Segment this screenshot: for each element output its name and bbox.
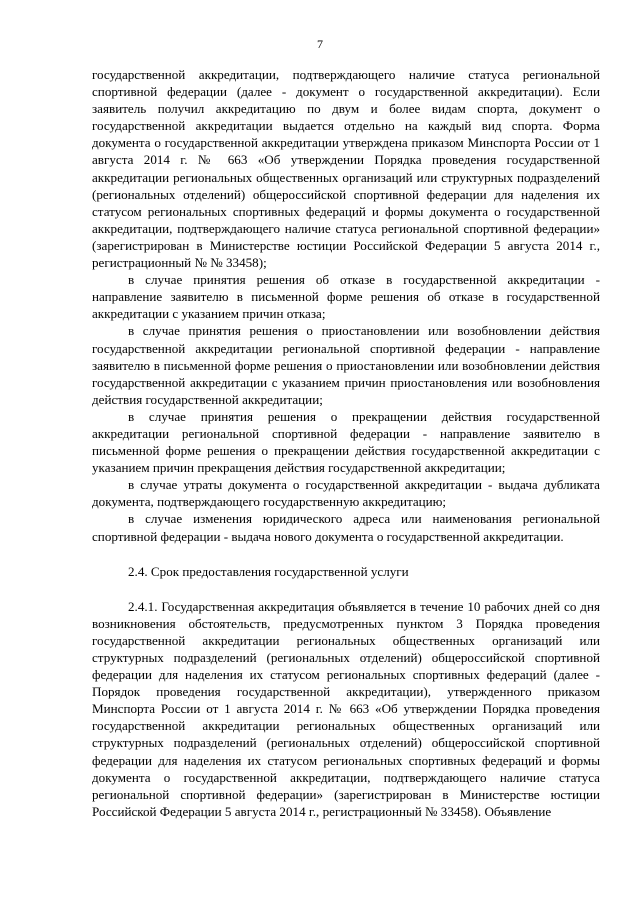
paragraph-refusal: в случае принятия решения об отказе в государственной аккредитации - направление заявителю в письменной форме решения об отказе в государственной аккредитации с указанием причин отказа; [92,272,600,322]
document-body [92,66,600,820]
section-heading: 2.4. Срок предоставления государственной услуги [128,563,409,579]
paragraph-accreditation-document: государственной аккредитации, подтверждающего наличие статуса региональной спортивной федерации (далее - документ о государственной аккредитации). Если заявитель получил аккредитацию по двум и более видам спорта, документ о государственной аккредитации выдается отдельно на каждый вид спорта. Форма документа о государственной аккредитации утверждена приказом Минспорта России от 1 августа 2014 г. № 663 «Об утверждении Порядка проведения государственной аккредитации региональных общественных организаций или структурных подразделений (региональных отделений) общероссийской спортивной федерации для наделения их статусом региональных спортивных федераций и формы документа о государственной аккредитации, подтверждающего наличие статуса региональной спортивной федерации» (зарегистрирован в Министерстве юстиции Российской Федерации 5 августа 2014 г., регистрационный № № 33458); [92,67,600,271]
paragraph-termination: в случае принятия решения о прекращении действия государственной аккредитации региональной спортивной федерации - направление заявителю в письменной форме решения о прекращении действия государственной аккредитации с указанием причин прекращения действия государственной аккредитации; [92,408,600,476]
paragraph-address-change: в случае изменения юридического адреса или наименования региональной спортивной федерации - выдача нового документа о государственной аккредитации. [92,511,600,544]
paragraph-duplicate: в случае утраты документа о государственной аккредитации - выдача дубликата документа, подтверждающего государственную аккредитацию; [92,477,600,510]
paragraph-suspension: в случае принятия решения о приостановлении или возобновлении действия государственной аккредитации региональной спортивной федерации - направление заявителю в письменной форме решения о приостановлении или возобновлении действия государственной аккредитации с указанием причин приостановления или возобновления действия государственной аккредитации; [92,323,600,407]
page-number: 7 [317,37,323,51]
paragraph-section-2-4-1: 2.4.1. Государственная аккредитация объявляется в течение 10 рабочих дней со дня возникновения обстоятельств, предусмотренных пунктом 3 Порядка проведения государственной аккредитации региональных общественных организаций или структурных подразделений (региональных отделений) общероссийской спортивной федерации для наделения их статусом региональных спортивных федераций (далее - Порядок проведения государственной аккредитации), утвержденного приказом Минспорта России от 1 августа 2014 г. № 663 «Об утверждении Порядка проведения государственной аккредитации региональных общественных организаций или структурных подразделений (региональных отделений) общероссийской спортивной федерации для наделения их статусом региональных спортивных федераций и формы документа о государственной аккредитации, подтверждающего наличие статуса региональной спортивной федерации» (зарегистрирован в Министерстве юстиции Российской Федерации 5 августа 2014 г., регистрационный № 33458). Объявление [92,598,600,819]
